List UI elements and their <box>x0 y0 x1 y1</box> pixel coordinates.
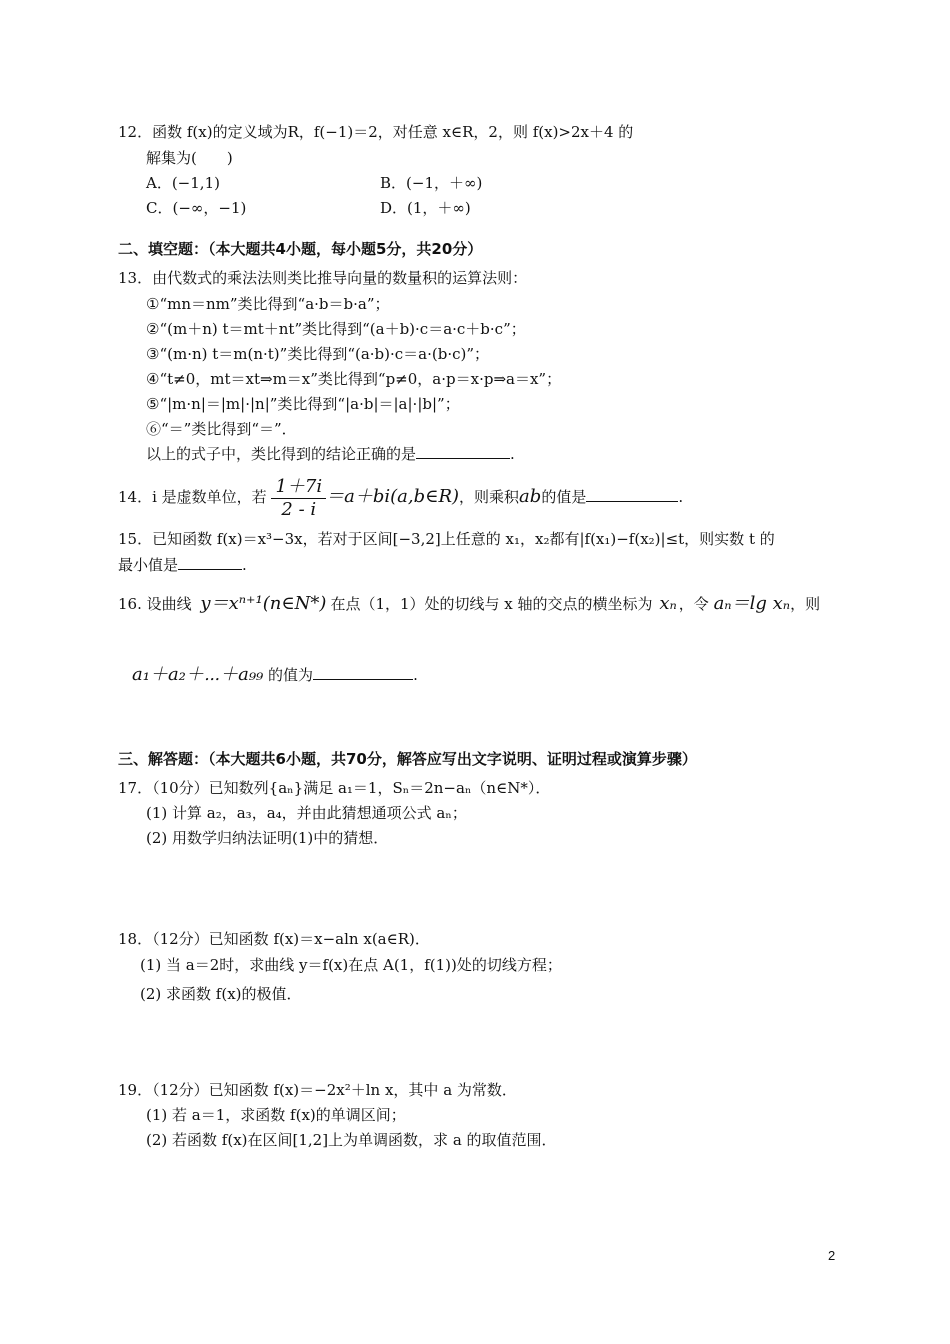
q16-pre: 16. 设曲线 <box>118 595 192 613</box>
q14-ab: ab <box>519 486 542 507</box>
q14-denominator: 2 - i <box>281 498 317 520</box>
q13-intro: 13．由代数式的乘法法则类比推导向量的数量积的运算法则： <box>118 269 528 287</box>
q19-part-1: (1) 若 a＝1，求函数 f(x)的单调区间； <box>146 1106 406 1124</box>
q13-rule-6: ⑥“＝”类比得到“＝”． <box>146 420 297 438</box>
page-number: 2 <box>828 1248 836 1263</box>
q12-option-c: C．(−∞，−1) <box>146 199 247 217</box>
q13-question-text: 以上的式子中，类比得到的结论正确的是 <box>146 445 417 463</box>
q16-line2 <box>132 660 418 690</box>
q13-rule-4: ④“t≠0，mt＝xt⇒m＝x”类比得到“p≠0，a·p＝x·p⇒a＝x”； <box>146 370 562 388</box>
q17-part-2: (2) 用数学归纳法证明(1)中的猜想． <box>146 829 389 847</box>
q18-part-1: (1) 当 a＝2时，求曲线 y＝f(x)在点 A(1，f(1))处的切线方程； <box>140 956 562 974</box>
q12-option-a: A．(−1,1) <box>146 174 220 192</box>
q16-answer-blank[interactable] <box>313 665 413 680</box>
q14-answer-blank[interactable] <box>586 487 678 502</box>
q16-mid: 在点（1，1）处的切线与 x 轴的交点的横坐标为 <box>330 595 653 613</box>
q16-sum: a₁＋a₂＋⋯＋a₉₉ <box>132 664 264 685</box>
q15-line2 <box>118 555 247 575</box>
q16-xn: xₙ <box>659 593 677 614</box>
q16-val: 的值为 <box>268 666 314 684</box>
q14-pre: 14．i 是虚数单位，若 <box>118 488 267 506</box>
q12-stem: 12．函数 f(x)的定义域为R，f(−1)＝2，对任意 x∈R，2，则 f(x)>2x＋4 的 <box>118 123 634 141</box>
q14 <box>118 474 683 521</box>
q13-question <box>146 444 515 464</box>
q15-answer-blank[interactable] <box>178 555 242 570</box>
q15-end: . <box>242 556 247 574</box>
q16-curve: y＝xⁿ⁺¹(n∈N*) <box>200 593 327 614</box>
q19-stem: 19．（12分）已知函数 f(x)＝−2x²＋ln x，其中 a 为常数． <box>118 1081 517 1099</box>
q16-an: aₙ＝lg xₙ <box>713 593 791 614</box>
q14-equation: ＝a＋bi(a,b∈R) <box>326 486 460 507</box>
q15-ask: 最小值是 <box>118 556 179 574</box>
q14-end: . <box>678 488 684 506</box>
q15-stem: 15．已知函数 f(x)＝x³−3x，若对于区间[−3,2]上任意的 x₁，x₂都有|f(x₁)−f(x₂)|≤t，则实数 t 的 <box>118 530 775 548</box>
q13-end: . <box>510 445 515 463</box>
q16-ze: ，则 <box>790 595 821 613</box>
q14-post: ，则乘积 <box>459 488 520 506</box>
q13-rule-3: ③“(m·n) t＝m(n·t)”类比得到“(a·b)·c＝a·(b·c)”； <box>146 345 490 363</box>
q17-part-1: (1) 计算 a₂，a₃，a₄，并由此猜想通项公式 aₙ； <box>146 804 467 822</box>
q18-stem: 18．（12分）已知函数 f(x)＝x−aln x(a∈R)． <box>118 930 430 948</box>
q12-option-d: D．(1，＋∞) <box>380 199 471 217</box>
section-3-title: 三、解答题：（本大题共6小题，共70分，解答应写出文字说明、证明过程或演算步骤） <box>118 750 697 768</box>
q16-ling: ，令 <box>678 595 709 613</box>
q14-numerator: 1＋7i <box>271 476 326 499</box>
q18-part-2: (2) 求函数 f(x)的极值． <box>140 985 302 1003</box>
q16-end: . <box>413 666 418 684</box>
q13-rule-5: ⑤“|m·n|＝|m|·|n|”类比得到“|a·b|＝|a|·|b|”； <box>146 395 460 413</box>
q13-rule-1: ①“mn＝nm”类比得到“a·b＝b·a”； <box>146 295 390 313</box>
section-2-title: 二、填空题：（本大题共4小题，每小题5分，共20分） <box>118 240 483 258</box>
q14-fraction <box>271 476 326 521</box>
q13-answer-blank[interactable] <box>416 444 510 459</box>
q12-option-b: B．(−1，＋∞) <box>380 174 483 192</box>
q12-stem-cont: 解集为( ) <box>146 149 233 167</box>
q19-part-2: (2) 若函数 f(x)在区间[1,2]上为单调函数，求 a 的取值范围． <box>146 1131 557 1149</box>
q17-stem: 17．（10分）已知数列{aₙ}满足 a₁＝1，Sₙ＝2n−aₙ（n∈N*）． <box>118 779 551 797</box>
q13-rule-2: ②“(m＋n) t＝mt＋nt”类比得到“(a＋b)·c＝a·c＋b·c”； <box>146 320 526 338</box>
q16-line1 <box>118 586 820 622</box>
q14-post2: 的值是 <box>541 488 587 506</box>
